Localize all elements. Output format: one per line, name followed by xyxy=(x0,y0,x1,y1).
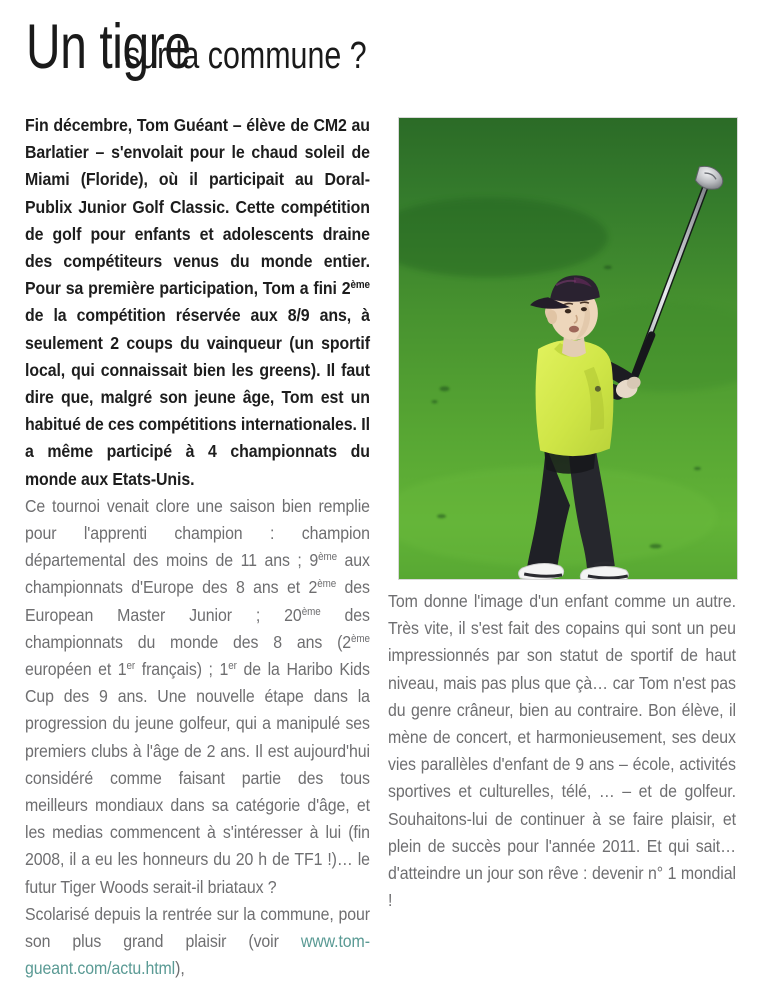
scolarise-part-2: ), xyxy=(175,959,185,979)
website-link[interactable]: www.tom-gueant.com/actu.html xyxy=(25,932,370,979)
golfer-illustration xyxy=(399,118,737,579)
left-column xyxy=(25,112,370,983)
lead-part-1: Fin décembre, Tom Guéant – élève de CM2 au Barlatier – s'envolait pour le chaud soleil de Miami (Floride), où il participait au Doral-Publix Junior Golf Classic. Cette compétition de golf pour enfants et adolescents draine des compétiteurs venus du monde entier. Pour sa première participation, Tom a fini 2 xyxy=(25,116,370,299)
page-title xyxy=(26,14,732,89)
right-column-paragraph: Tom donne l'image d'un enfant comme un autre. Très vite, il s'est fait des copains qui sont un peu impressionnés par son statut de sportif de haut niveau, mais pas plus que çà… car Tom n'est pas du genre crâneur, bien au contraire. Bon élève, il mène de concert, et harmonieusement, ses deux vies parallèles d'enfant de 9 ans – école, activités sportives et culturelles, télé, … – et de golfeur. Souhaitons-lui de continuer à se faire plaisir, et plein de succès pour l'année 2011. Et qui sait… d'atteindre un jour son rêve : devenir n° 1 mondial ! xyxy=(388,592,736,911)
superscript-1er-b: er xyxy=(228,660,237,673)
golf-photo xyxy=(398,117,738,580)
body-part-6: français) ; 1 xyxy=(135,660,229,680)
lead-paragraph xyxy=(25,112,370,493)
superscript-9eme: ème xyxy=(318,551,337,564)
superscript-1er: er xyxy=(126,660,136,673)
scolarise-paragraph xyxy=(25,901,370,983)
body-part-2: aux championnats d'Europe des 8 ans et 2 xyxy=(25,551,370,598)
superscript-2eme: ème xyxy=(317,578,337,591)
body-part-1: Ce tournoi venait clore une saison bien remplie pour l'apprenti champion : champion départemental des moins de 11 ans ; 9 xyxy=(25,496,370,571)
superscript-2eme-b: ème xyxy=(351,633,370,646)
lead-part-2: de la compétition réservée aux 8/9 ans, à seulement 2 coups du vainqueur (un sportif local, qui connaissait bien les greens). Il faut dire que, malgré son jeune âge, Tom est un habitué de ces compétitions internationales. Il a même participé à 4 championnats du monde aux Etats-Unis. xyxy=(25,306,370,489)
body-paragraph xyxy=(25,493,370,901)
scolarise-part-1: Scolarisé depuis la rentrée sur la commune, pour son plus grand plaisir (voir xyxy=(25,904,370,952)
title-main-text: Un tigre xyxy=(26,12,191,82)
lead-superscript-eme: ème xyxy=(350,279,370,292)
body-part-4: des championnats du monde des 8 ans (2 xyxy=(25,605,370,652)
golf-photo-inner xyxy=(399,118,737,579)
title-subtitle-text: sur la commune ? xyxy=(124,35,367,77)
right-column xyxy=(388,588,736,914)
body-part-3: des European Master Junior ; 20 xyxy=(25,578,370,625)
body-part-7: de la Haribo Kids Cup des 9 ans. Une nouvelle étape dans la progression du jeune golfeur, qui a manipulé ses premiers clubs à l'âge de 2 ans. Il est aujourd'hui considéré comme faisant partie des tous meilleurs mondiaux dans sa catégorie d'âge, et les medias commencent à s'intéresser à lui (fin 2008, il a eu les honneurs du 20 h de TF1 !)… le futur Tiger Woods serait-il briataux ? xyxy=(25,660,370,897)
superscript-20eme: ème xyxy=(301,605,321,618)
body-part-5: européen et 1 xyxy=(25,660,127,680)
